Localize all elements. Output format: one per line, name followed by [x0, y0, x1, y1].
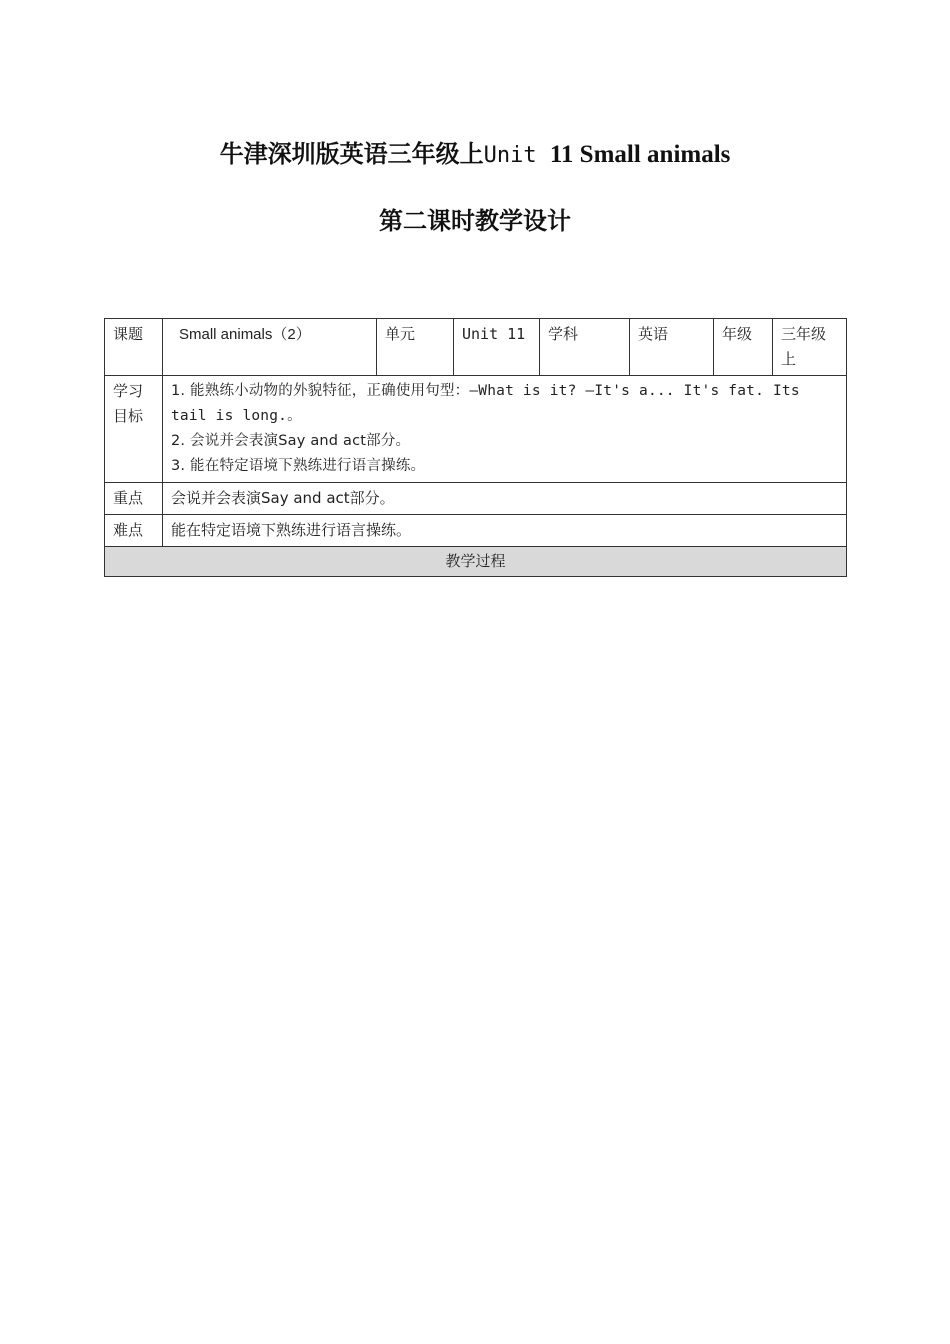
unit-label: 单元: [377, 319, 454, 376]
unit-value: Unit 11: [454, 319, 540, 376]
goals-label: 学习目标: [105, 376, 163, 483]
goal-item-3: 3. 能在特定语境下熟练进行语言操练。: [171, 458, 426, 474]
grade-label: 年级: [714, 319, 773, 376]
lesson-plan-table: [104, 318, 847, 577]
key-point-label: 重点: [105, 483, 163, 515]
key-point-value: 会说并会表演Say and act部分。: [163, 483, 847, 515]
goals-content: [163, 376, 847, 483]
subject-value: 英语: [630, 319, 714, 376]
process-header: 教学过程: [105, 547, 847, 577]
difficulty-label: 难点: [105, 515, 163, 547]
title-english: 11 Small animals: [549, 141, 731, 168]
subject-label: 学科: [540, 319, 630, 376]
table-row-header: [105, 319, 847, 376]
document-title: [0, 134, 950, 169]
table-row-key-point: [105, 483, 847, 515]
title-unit: Unit: [483, 143, 550, 168]
grade-value: 三年级上: [773, 319, 847, 376]
title-chinese: 牛津深圳版英语三年级上: [219, 139, 484, 168]
goal-item-1: 1. 能熟练小动物的外貌特征，正确使用句型：—What is it? —It's a... It's fat. Its tail is long.。: [171, 383, 800, 424]
topic-label: 课题: [105, 319, 163, 376]
topic-value: Small animals（2）: [163, 319, 377, 376]
table-row-process: [105, 547, 847, 577]
table-row-goals: [105, 376, 847, 483]
goal-item-2: 2. 会说并会表演Say and act部分。: [171, 433, 411, 449]
document-subtitle: 第二课时教学设计: [379, 206, 571, 235]
difficulty-value: 能在特定语境下熟练进行语言操练。: [163, 515, 847, 547]
table-row-difficulty: [105, 515, 847, 547]
